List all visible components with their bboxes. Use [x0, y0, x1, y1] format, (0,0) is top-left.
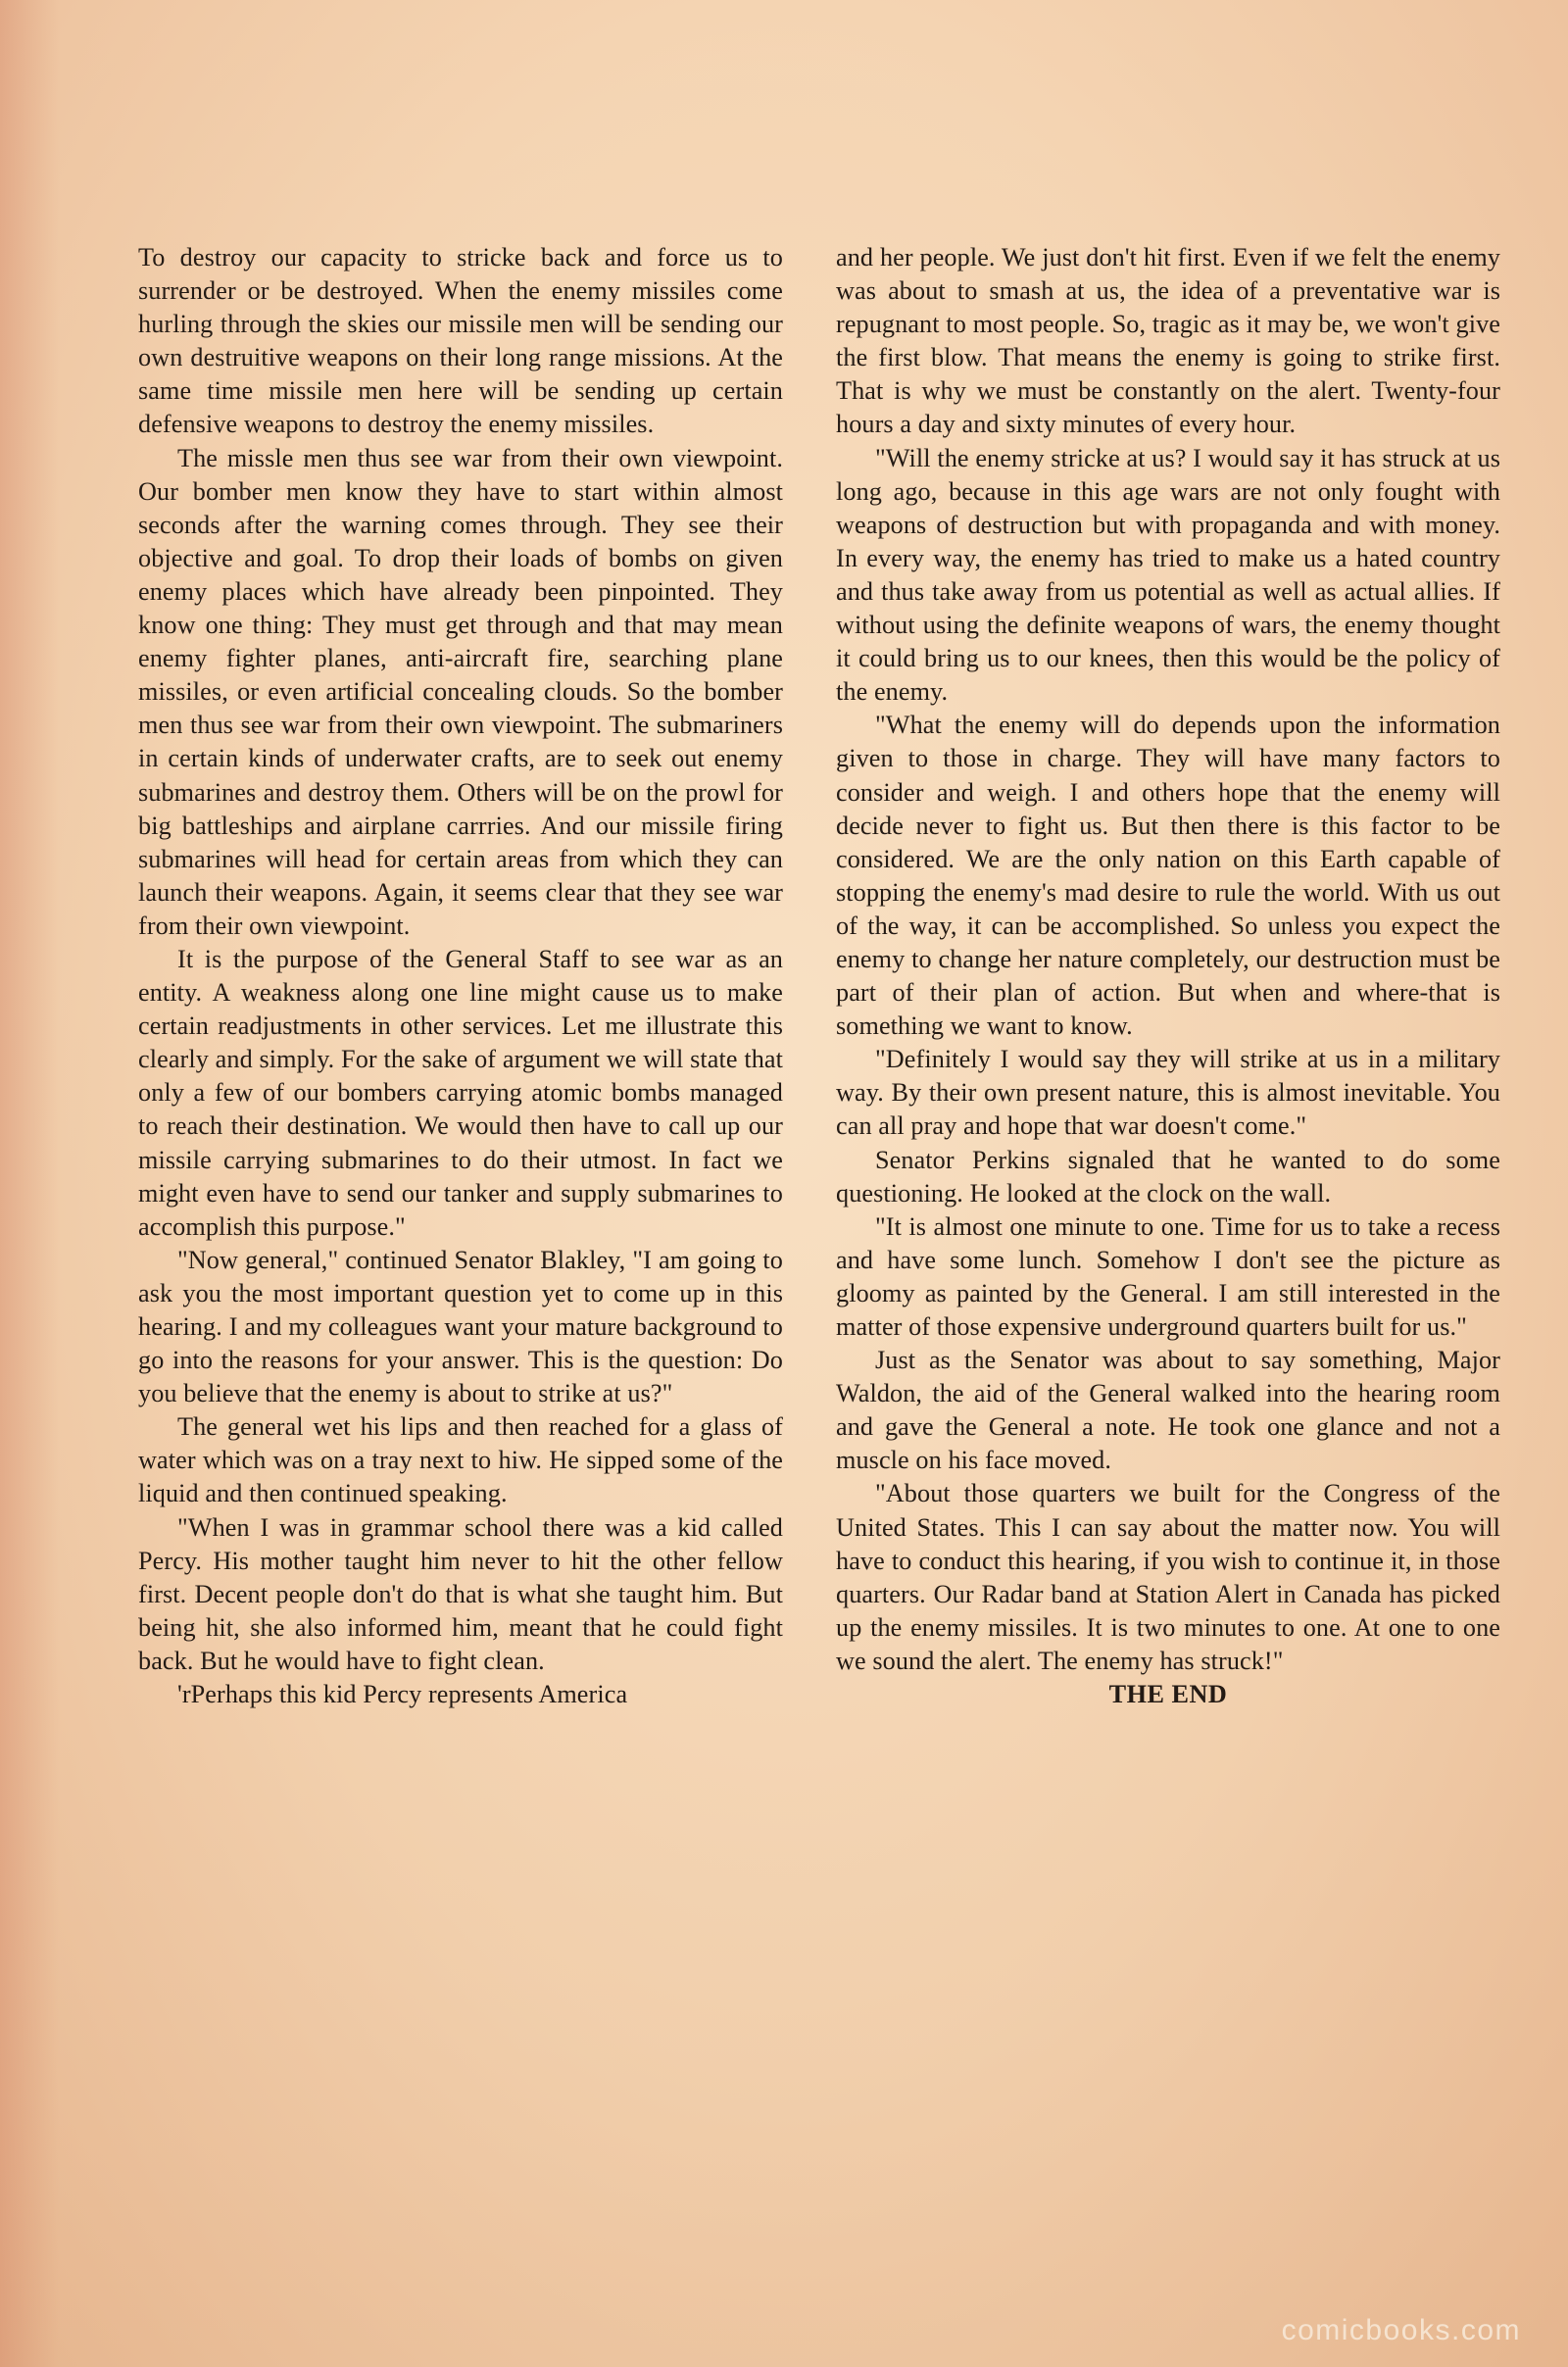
- paragraph: "Will the enemy stricke at us? I would say it has struck at us long ago, because in this age wars are not only fought with weapons of destruction but with propaganda and with money. In every way, the enemy has tried to make us a hated country and thus take away from us potential as well as actual allies. If without using the definite weapons of wars, the enemy thought it could bring us to our knees, then this would be the policy of the enemy.: [836, 443, 1500, 707]
- paragraph: "Definitely I would say they will strike at us in a military way. By their own present nature, this is almost inevitable. You can all pray and hope that war doesn't come.": [836, 1045, 1500, 1141]
- left-text-column: [138, 241, 783, 1711]
- paragraph: It is the purpose of the General Staff to see war as an entity. A weakness along one line might cause us to make certain readjustments in other services. Let me illustrate this clearly and simply. For the sake of argument we will state that only a few of our bombers carrying atomic bombs managed to reach their destination. We would then have to call up our missile carrying submarines to do their utmost. In fact we might even have to send our tanker and supply submarines to accomplish this purpose.": [138, 944, 783, 1241]
- paragraph: To destroy our capacity to stricke back and force us to surrender or be destroyed. When the enemy missiles come hurling through the skies our missile men will be sending our own destruitive weapons on their long range missions. At the same time missile men here will be sending up certain defensive weapons to destroy the enemy missiles.: [138, 243, 783, 439]
- paragraph: "When I was in grammar school there was a kid called Percy. His mother taught him never to hit the other fellow first. Decent people don't do that is what she taught him. But being hit, she also informed him, meant that he could fight back. But he would have to fight clean.: [138, 1512, 783, 1675]
- page-edge-shadow: [0, 0, 59, 2367]
- the-end-label: THE END: [1108, 1680, 1228, 1709]
- paragraph: Senator Perkins signaled that he wanted to do some questioning. He looked at the clock on the wall.: [836, 1145, 1500, 1208]
- paragraph: The general wet his lips and then reached for a glass of water which was on a tray next to hiw. He sipped some of the liquid and then continued speaking.: [138, 1412, 783, 1508]
- watermark: comicbooks.com: [1281, 2314, 1521, 2346]
- paragraph: "What the enemy will do depends upon the information given to those in charge. They will have many factors to consider and weigh. I and others hope that the enemy will decide never to fight us. But then there is this factor to be considered. We are the only nation on this Earth capable of stopping the enemy's mad desire to rule the world. With us out of the way, it can be accomplished. So unless you expect the enemy to change her nature completely, our destruction must be part of their plan of action. But when and where-that is something we want to know.: [836, 711, 1500, 1041]
- paragraph: Just as the Senator was about to say something, Major Waldon, the aid of the General walked into the hearing room and gave the General a note. He took one glance and not a muscle on his face moved.: [836, 1346, 1500, 1475]
- paragraph: "It is almost one minute to one. Time for us to take a recess and have some lunch. Somehow I don't see the picture as gloomy as painted by the General. I am still interested in the matter of those expensive underground quarters built for us.": [836, 1211, 1500, 1341]
- paragraph: 'rPerhaps this kid Percy represents America: [177, 1680, 628, 1709]
- paragraph: "Now general," continued Senator Blakley, "I am going to ask you the most important question yet to come up in this hearing. I and my colleagues want your mature background to go into the reasons for your answer. This is the question: Do you believe that the enemy is about to strike at us?": [138, 1245, 783, 1408]
- right-text-column: [836, 241, 1500, 1711]
- paragraph: The missle men thus see war from their own viewpoint. Our bomber men know they have to start within almost seconds after the warning comes through. They see their objective and goal. To drop their loads of bombs on given enemy places which have already been pinpointed. They know one thing: They must get through and that may mean enemy fighter planes, anti-aircraft fire, searching plane missiles, or even artificial concealing clouds. So the bomber men thus see war from their own viewpoint. The submariners in certain kinds of underwater crafts, are to seek out enemy submarines and destroy them. Others will be on the prowl for big battleships and airplane carrries. And our missile firing submarines will head for certain areas from which they can launch their weapons. Again, it seems clear that they see war from their own viewpoint.: [138, 443, 783, 940]
- paragraph: "About those quarters we built for the Congress of the United States. This I can say about the matter now. You will have to conduct this hearing, if you wish to continue it, in those quarters. Our Radar band at Station Alert in Canada has picked up the enemy missiles. It is two minutes to one. At one to one we sound the alert. The enemy has struck!": [836, 1479, 1500, 1675]
- paragraph: and her people. We just don't hit first. Even if we felt the enemy was about to smash at us, the idea of a preventative war is repugnant to most people. So, tragic as it may be, we won't give the first blow. That means the enemy is going to strike first. That is why we must be constantly on the alert. Twenty-four hours a day and sixty minutes of every hour.: [836, 243, 1500, 439]
